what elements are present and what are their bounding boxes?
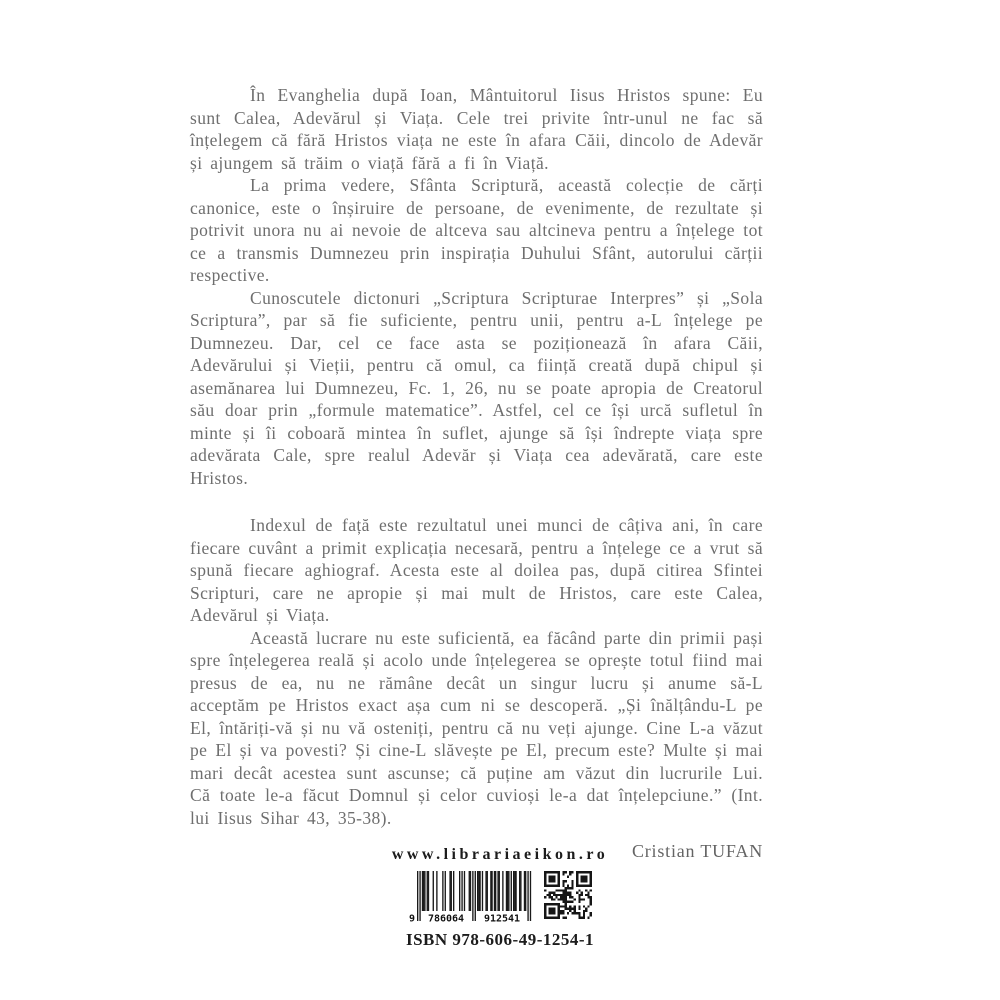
svg-text:9: 9 bbox=[409, 913, 416, 923]
publisher-website: www.librariaeikon.ro bbox=[391, 846, 609, 863]
code-row bbox=[408, 871, 592, 923]
isbn-text: ISBN 978-606-49-1254-1 bbox=[405, 930, 595, 949]
back-cover-text bbox=[190, 84, 763, 862]
paragraph: Cunoscutele dictonuri „Scriptura Scripturae Interpres” și „Sola Scriptura”, par să fie suficiente, pentru unii, pentru a-L înțelege pe Dumnezeu. Dar, cel ce face asta se poziționează în afara Căii, Adevărului și Vieții, pentru că omul, ca ființă creată după chipul și asemănarea lui Dumnezeu, Fc. 1, 26, nu se poate apropia de Creatorul său doar prin „formule matematice”. Astfel, cel ce își urcă sufletul în minte și îi coboară mintea în suflet, ajunge să își îndrepte viața spre adevărata Cale, spre realul Adevăr și Viața cea adevărată, care este Hristos. bbox=[190, 287, 763, 488]
svg-text:786064: 786064 bbox=[427, 913, 465, 923]
svg-text:912541: 912541 bbox=[483, 913, 521, 923]
ean-barcode bbox=[408, 871, 532, 923]
paragraph: În Evanghelia după Ioan, Mântuitorul Iisus Hristos spune: Eu sunt Calea, Adevărul și Viața. Cele trei privite într-unul ne fac să înțelegem că fără Hristos viața ne este în afara Căii, dincolo de Adevăr și ajungem să trăim o viață fără a fi în Viață. bbox=[190, 85, 763, 173]
paragraph: Indexul de față este rezultatul unei munci de câțiva ani, în care fiecare cuvânt a primit explicația necesară, pentru a înțelege ce a vrut să spună fiecare aghiograf. Acesta este al doilea pas, după citirea Sfintei Scripturi, care ne apropie și mai mult de Hristos, care este Calea, Adevărul și Viața. bbox=[190, 515, 763, 625]
author-name: Cristian TUFAN bbox=[631, 841, 763, 861]
paragraph: Această lucrare nu este suficientă, ea făcând parte din primii pași spre înțelegerea reală și acolo unde înțelegerea se oprește totul fiind mai presus de ea, nu ne rămâne decât un singur lucru și anume să-L acceptăm pe Hristos exact așa cum ni se descoperă. „Și înălțându-L pe El, întăriți-vă și nu vă osteniți, pentru că nu veți ajunge. Cine L-a văzut pe El și va povesti? Și cine-L slăvește pe El, precum este? Multe și mai mari decât acestea sunt ascunse; că puține am văzut din lucrurile Lui. Că toate le-a făcut Domnul și celor cuvioși le-a dat înțelepciune.” (Int. lui Iisus Sihar 43, 35-38). bbox=[190, 627, 763, 828]
paragraph: La prima vedere, Sfânta Scriptură, această colecție de cărți canonice, este o înșiruire de persoane, de evenimente, de rezultate și potrivit unora nu ai nevoie de altceva sau altcineva pentru a înțelege tot ce a transmis Dumnezeu prin inspirația Duhului Sfânt, autorului cărții respective. bbox=[190, 175, 763, 285]
footer bbox=[0, 846, 1000, 950]
qr-code bbox=[544, 871, 592, 919]
